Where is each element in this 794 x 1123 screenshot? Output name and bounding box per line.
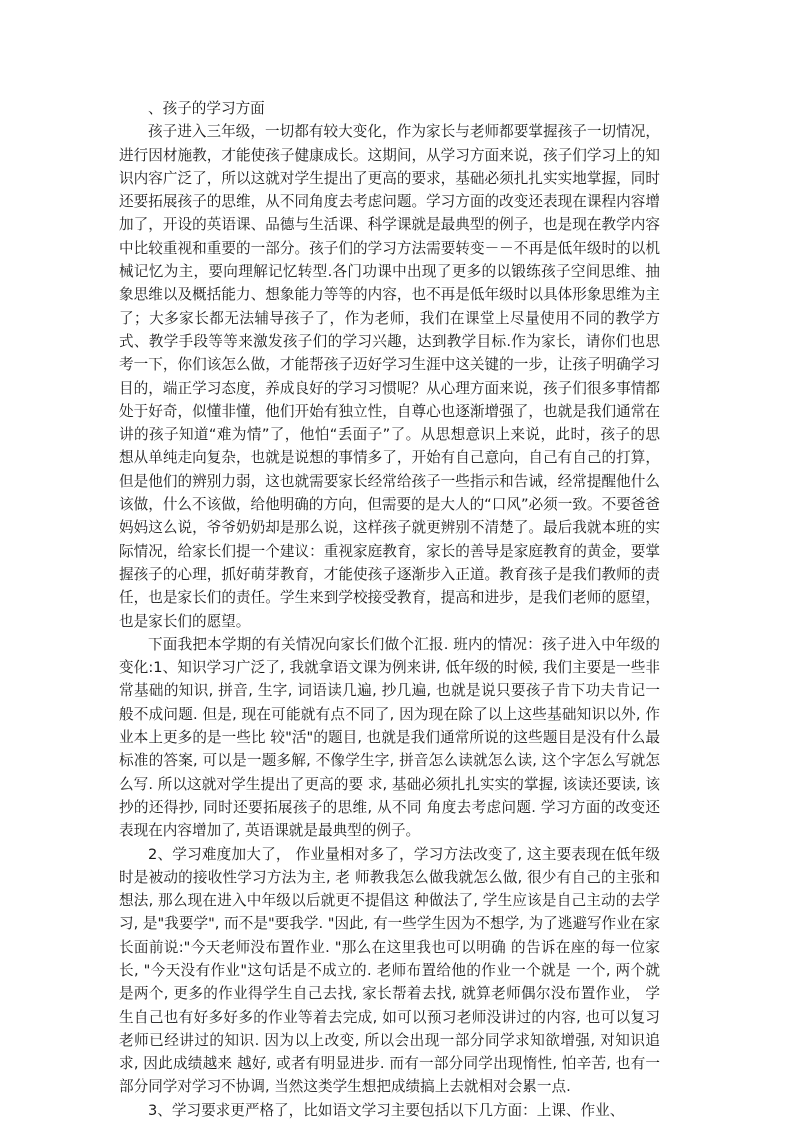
paragraph: 3、学习要求更严格了，比如语文学习主要包括以下几方面：上课、作业、 — [148, 1101, 625, 1119]
paragraph: 2、学习难度加大了， 作业量相对多了，学习方法改变了, 这主要表现在低年级时是被动的接收性学习方法为主, 老 师教我怎么做我就怎么做, 很少有自己的主张和想法, 那么现在进入中年级以后就更不提倡这 种做法了, 学生应该是自己主动的去学习, 是"我要学", 而不是"要我学. "因此, 有一些学生因为不想学, 为了逃避写作业在家长面前说:"今天老师没布置作业. "那么在这里我也可以明确 的告诉在座的每一位家长, "今天没有作业"这句话是不成立的. 老师布置给他的作业一个就是 一个, 两个就是两个, 更多的作业得学生自己去找, 家长帮着去找, 就算老师偶尔没布置作业， 学生自己也有好多好多的作业等着去完成, 如可以预习老师没讲过的内容, 也可以复习老师已经讲过的知识. 因为以上改变, 所以会出现一部分同学求知欲增强, 对知识追求, 因此成绩越来 越好, 或者有明显进步. 而有一部分同学出现惰性, 怕辛苦, 也有一部分同学对学习不协调, 当然这类学生想把成绩搞上去就相对会累一点. — [119, 845, 660, 1096]
section-heading: 、孩子的学习方面 — [148, 100, 265, 117]
paragraph: 下面我把本学期的有关情况向家长们做个汇报. 班内的情况：孩子进入中年级的变化:1、知识学习广泛了, 我就拿语文课为例来讲, 低年级的时候, 我们主要是一些非常基础的知识, 拼音, 生字, 词语读几遍, 抄几遍, 也就是说只要孩子肯下功夫肯记一般不成问题. 但是, 现在可能就有点不同了, 因为现在除了以上这些基础知识以外, 作业本上更多的是一些比 较"活"的题目, 也就是我们通常所说的这些题目是没有什么最标准的答案, 可以是一题多解, 不像学生字, 拼音怎么读就怎么读, 这个字怎么写就怎么写. 所以这就对学生提出了更高的要 求, 基础必须扎扎实实的掌握, 该读还要读, 该抄的还得抄, 同时还要拓展孩子的思维, 从不同 角度去考虑问题. 学习方面的改变还表现在内容增加了, 英语课就是最典型的例子。 — [119, 635, 660, 840]
document-body — [119, 97, 660, 1122]
paragraph: 孩子进入三年级，一切都有较大变化，作为家长与老师都要掌握孩子一切情况，进行因材施教，才能使孩子健康成长。这期间，从学习方面来说，孩子们学习上的知识内容广泛了，所以这就对学生提出了更高的要求，基础必须扎扎实实地掌握，同时还要拓展孩子的思维，从不同角度去考虑问题。学习方面的改变还表现在课程内容增加了，开设的英语课、品德与生活课、科学课就是最典型的例子，也是现在教学内容中比较重视和重要的一部分。孩子们的学习方法需要转变－－不再是低年级时的以机械记忆为主，要向理解记忆转型.各门功课中出现了更多的以锻练孩子空间思维、抽象思维以及概括能力、想象能力等等的内容，也不再是低年级时以具体形象思维为主了；大多家长都无法辅导孩子了，作为老师，我们在课堂上尽量使用不同的教学方式、教学手段等等来激发孩子们的学习兴趣，达到教学目标.作为家长，请你们也思考一下，你们该怎么做，才能帮孩子迈好学习生涯中这关键的一步，让孩子明确学习目的，端正学习态度，养成良好的学习习惯呢？从心理方面来说，孩子们很多事情都处于好奇，似懂非懂，他们开始有独立性，自尊心也逐渐增强了，也就是我们通常在讲的孩子知道“难为情”了，他怕“丢面子”了。从思想意识上来说，此时，孩子的思想从单纯走向复杂，也就是说想的事情多了，开始有自己意向，自己有自己的打算，但是他们的辨别力弱，这也就需要家长经常给孩子一些指示和告诫，经常提醒他什么该做，什么不该做，给他明确的方向，但需要的是大人的“口风”必须一致。不要爸爸妈妈这么说，爷爷奶奶却是那么说，这样孩子就更辨别不清楚了。最后我就本班的实际情况，给家长们提一个建议：重视家庭教育，家长的善导是家庭教育的黄金，要掌握孩子的心理，抓好萌芽教育，才能使孩子逐渐步入正道。教育孩子是我们教师的责任，也是家长们的责任。学生来到学校接受教育，提高和进步，是我们老师的愿望，也是家长们的愿望。 — [119, 123, 660, 630]
